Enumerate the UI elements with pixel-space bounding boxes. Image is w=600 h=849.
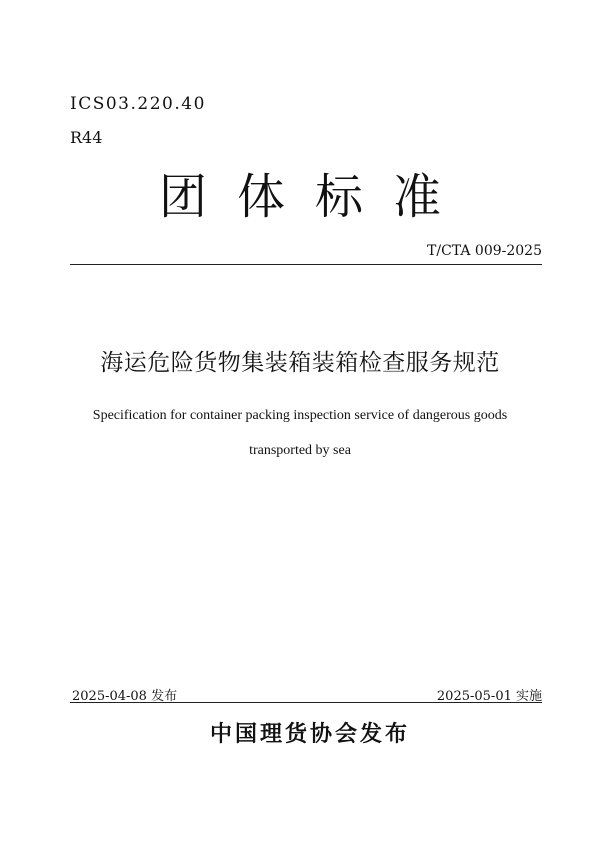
standard-number: T/CTA 009-2025 — [427, 243, 542, 259]
ics-code: ICS03.220.40 — [70, 94, 206, 114]
bottom-divider — [70, 702, 542, 703]
document-title-english-line-2: transported by sea — [249, 443, 351, 458]
publisher: 中国理货协会发布 — [209, 722, 410, 747]
standard-type-heading: 团体标准 — [158, 169, 471, 225]
issue-date: 2025-04-08 发布 — [72, 689, 178, 704]
top-divider — [70, 264, 542, 265]
document-title-chinese: 海运危险货物集装箱装箱检查服务规范 — [100, 350, 500, 376]
implementation-date: 2025-05-01 实施 — [436, 689, 542, 704]
document-title-english-line-1: Specification for container packing inspection service of dangerous goods — [92, 408, 508, 423]
classification-code: R44 — [70, 128, 103, 147]
